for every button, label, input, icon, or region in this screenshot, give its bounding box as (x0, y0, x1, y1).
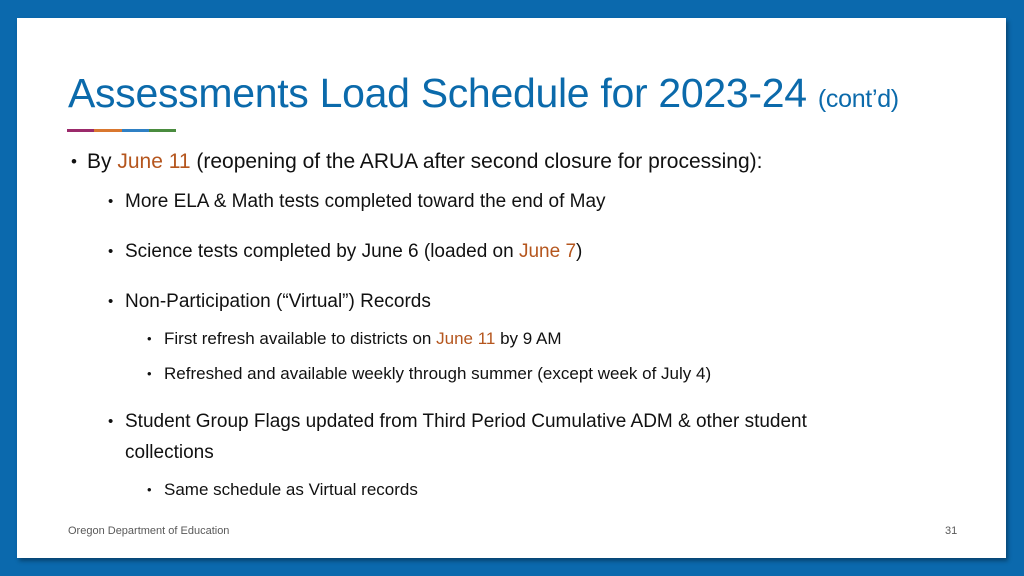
bullet-dot-icon: • (108, 243, 114, 260)
accent-segment-purple (67, 129, 94, 132)
slide-canvas (17, 18, 1006, 558)
title-suffix: (cont’d) (817, 85, 899, 113)
slide-title (68, 70, 899, 117)
title-accent-bar (67, 129, 176, 132)
highlight-date: June 11 (436, 329, 496, 348)
bullet-dot-icon: • (108, 293, 114, 310)
bullet-dot-icon: • (71, 152, 77, 171)
bullet-student-group-flags: • Student Group Flags updated from Third Period Cumulative ADM & other student (108, 411, 807, 432)
bullet-dot-icon: • (147, 331, 152, 346)
bullet-ela-math: • More ELA & Math tests completed toward the end of May (108, 191, 606, 212)
bullet-dot-icon: • (147, 482, 152, 497)
bullet-same-schedule: • Same schedule as Virtual records (147, 480, 418, 499)
bullet-non-participation: • Non-Participation (“Virtual”) Records (108, 291, 431, 312)
bullet-dot-icon: • (147, 366, 152, 381)
highlight-date: June 11 (117, 150, 191, 173)
accent-segment-green (149, 129, 176, 132)
accent-segment-blue (122, 129, 149, 132)
title-text: Assessments Load Schedule for 2023-24 (68, 70, 807, 116)
bullet-by-june-11: • By June 11 (reopening of the ARUA after second closure for processing): (71, 150, 763, 173)
highlight-date: June 7 (518, 241, 577, 262)
accent-segment-orange (94, 129, 121, 132)
footer-organization: Oregon Department of Education (68, 525, 230, 537)
bullet-first-refresh: • First refresh available to districts on June 11 by 9 AM (147, 329, 562, 348)
bullet-dot-icon: • (108, 413, 114, 430)
bullet-dot-icon: • (108, 193, 114, 210)
page-number: 31 (945, 525, 958, 537)
bullet-science-tests: • Science tests completed by June 6 (loaded on June 7) (108, 241, 583, 262)
bullet-weekly-refresh: • Refreshed and available weekly through summer (except week of July 4) (147, 364, 712, 383)
bullet-student-group-flags-cont: collections (125, 442, 214, 463)
